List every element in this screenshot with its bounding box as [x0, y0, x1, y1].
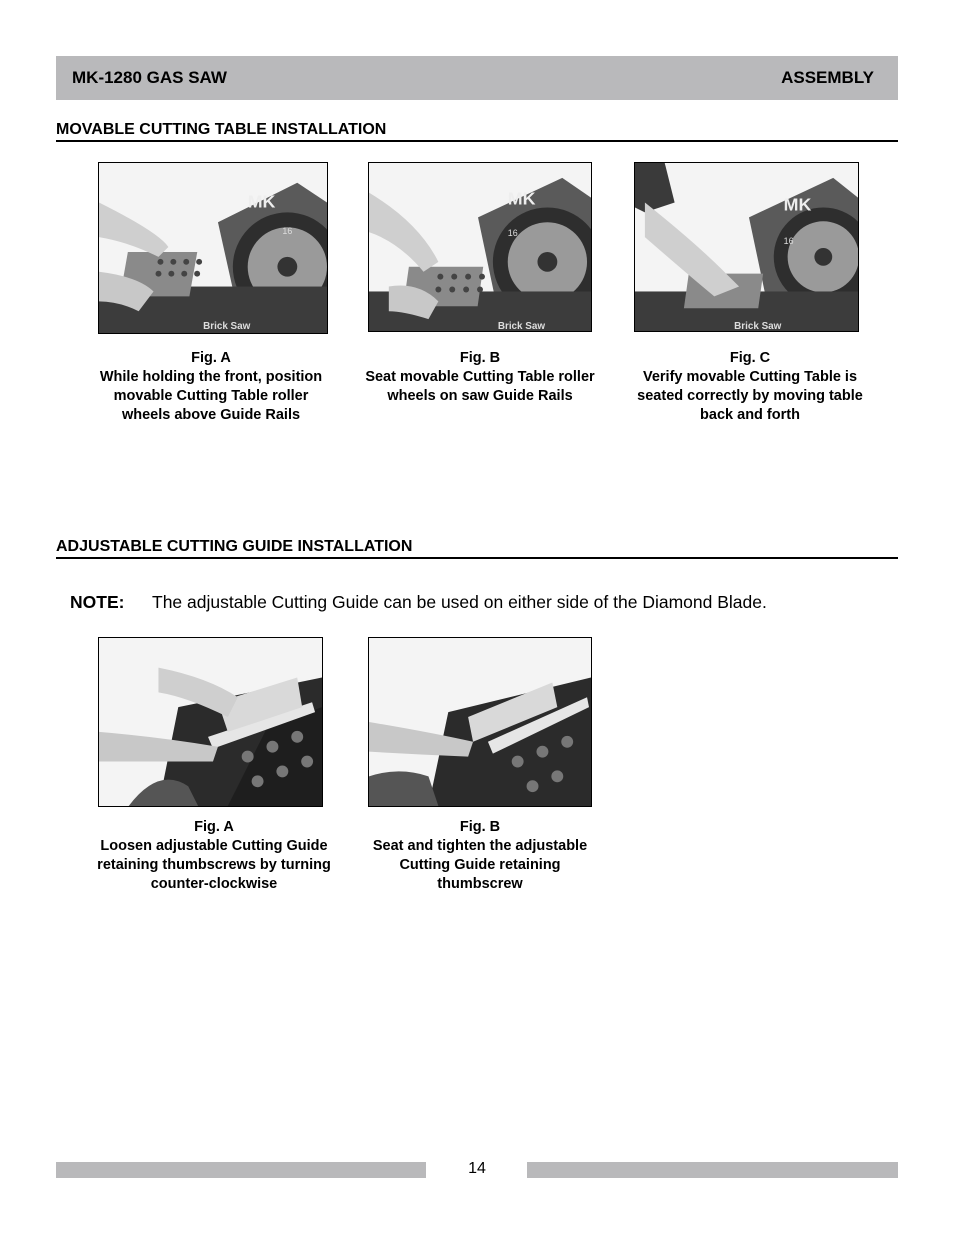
footer-bar-left: [56, 1162, 426, 1178]
figure-label: Fig. C: [729, 350, 771, 366]
note-label: NOTE:: [70, 592, 125, 612]
caption-fig-a-table: [88, 349, 334, 425]
header-bar: [56, 56, 898, 100]
figure-caption: Verify movable Cutting Table is seated correctly by moving table back and forth: [637, 369, 863, 423]
caption-fig-b-guide: [360, 818, 600, 894]
photo-fig-a-guide-loosen: [98, 637, 323, 807]
svg-text:16: 16: [783, 236, 794, 247]
photo-fig-c-table-verify: [634, 162, 859, 332]
figure-label: Fig. B: [459, 350, 501, 366]
svg-text:Brick Saw: Brick Saw: [497, 321, 546, 331]
svg-text:MK: MK: [507, 188, 536, 209]
svg-text:MK: MK: [247, 191, 276, 212]
svg-text:16: 16: [507, 228, 518, 239]
figure-caption: Seat movable Cutting Table roller wheels on saw Guide Rails: [365, 369, 595, 404]
section-title-cutting-table: MOVABLE CUTTING TABLE INSTALLATION: [56, 120, 898, 142]
svg-text:Brick Saw: Brick Saw: [734, 321, 782, 331]
svg-text:MK: MK: [783, 194, 812, 215]
note-text: The adjustable Cutting Guide can be used on either side of the Diamond Blade.: [152, 592, 767, 612]
caption-fig-c-table: [634, 349, 866, 425]
section-title-cutting-guide: ADJUSTABLE CUTTING GUIDE INSTALLATION: [56, 537, 898, 559]
header-product-title: MK-1280 GAS SAW: [72, 68, 227, 87]
footer-bar-right: [527, 1162, 898, 1178]
photo-fig-b-guide-tighten: [368, 637, 592, 807]
figure-caption: Loosen adjustable Cutting Guide retaining thumbscrews by turning counter-clockwise: [97, 838, 331, 892]
svg-text:Brick Saw: Brick Saw: [203, 321, 251, 333]
photo-fig-a-table-position: [98, 162, 328, 334]
svg-text:16: 16: [282, 226, 293, 237]
figure-label: Fig. B: [459, 819, 501, 835]
caption-fig-b-table: [355, 349, 605, 406]
figure-label: Fig. A: [194, 819, 234, 835]
header-section-title: ASSEMBLY: [781, 68, 874, 87]
figure-caption: Seat and tighten the adjustable Cutting Guide retaining thumbscrew: [372, 838, 588, 892]
figure-label: Fig. A: [191, 350, 231, 366]
figure-caption: While holding the front, position movable Cutting Table roller wheels above Guide Rails: [99, 369, 323, 423]
note-paragraph: [70, 592, 767, 613]
page-number: 14: [468, 1160, 486, 1177]
photo-fig-b-table-seat: [368, 162, 592, 332]
caption-fig-a-guide: [96, 818, 332, 894]
